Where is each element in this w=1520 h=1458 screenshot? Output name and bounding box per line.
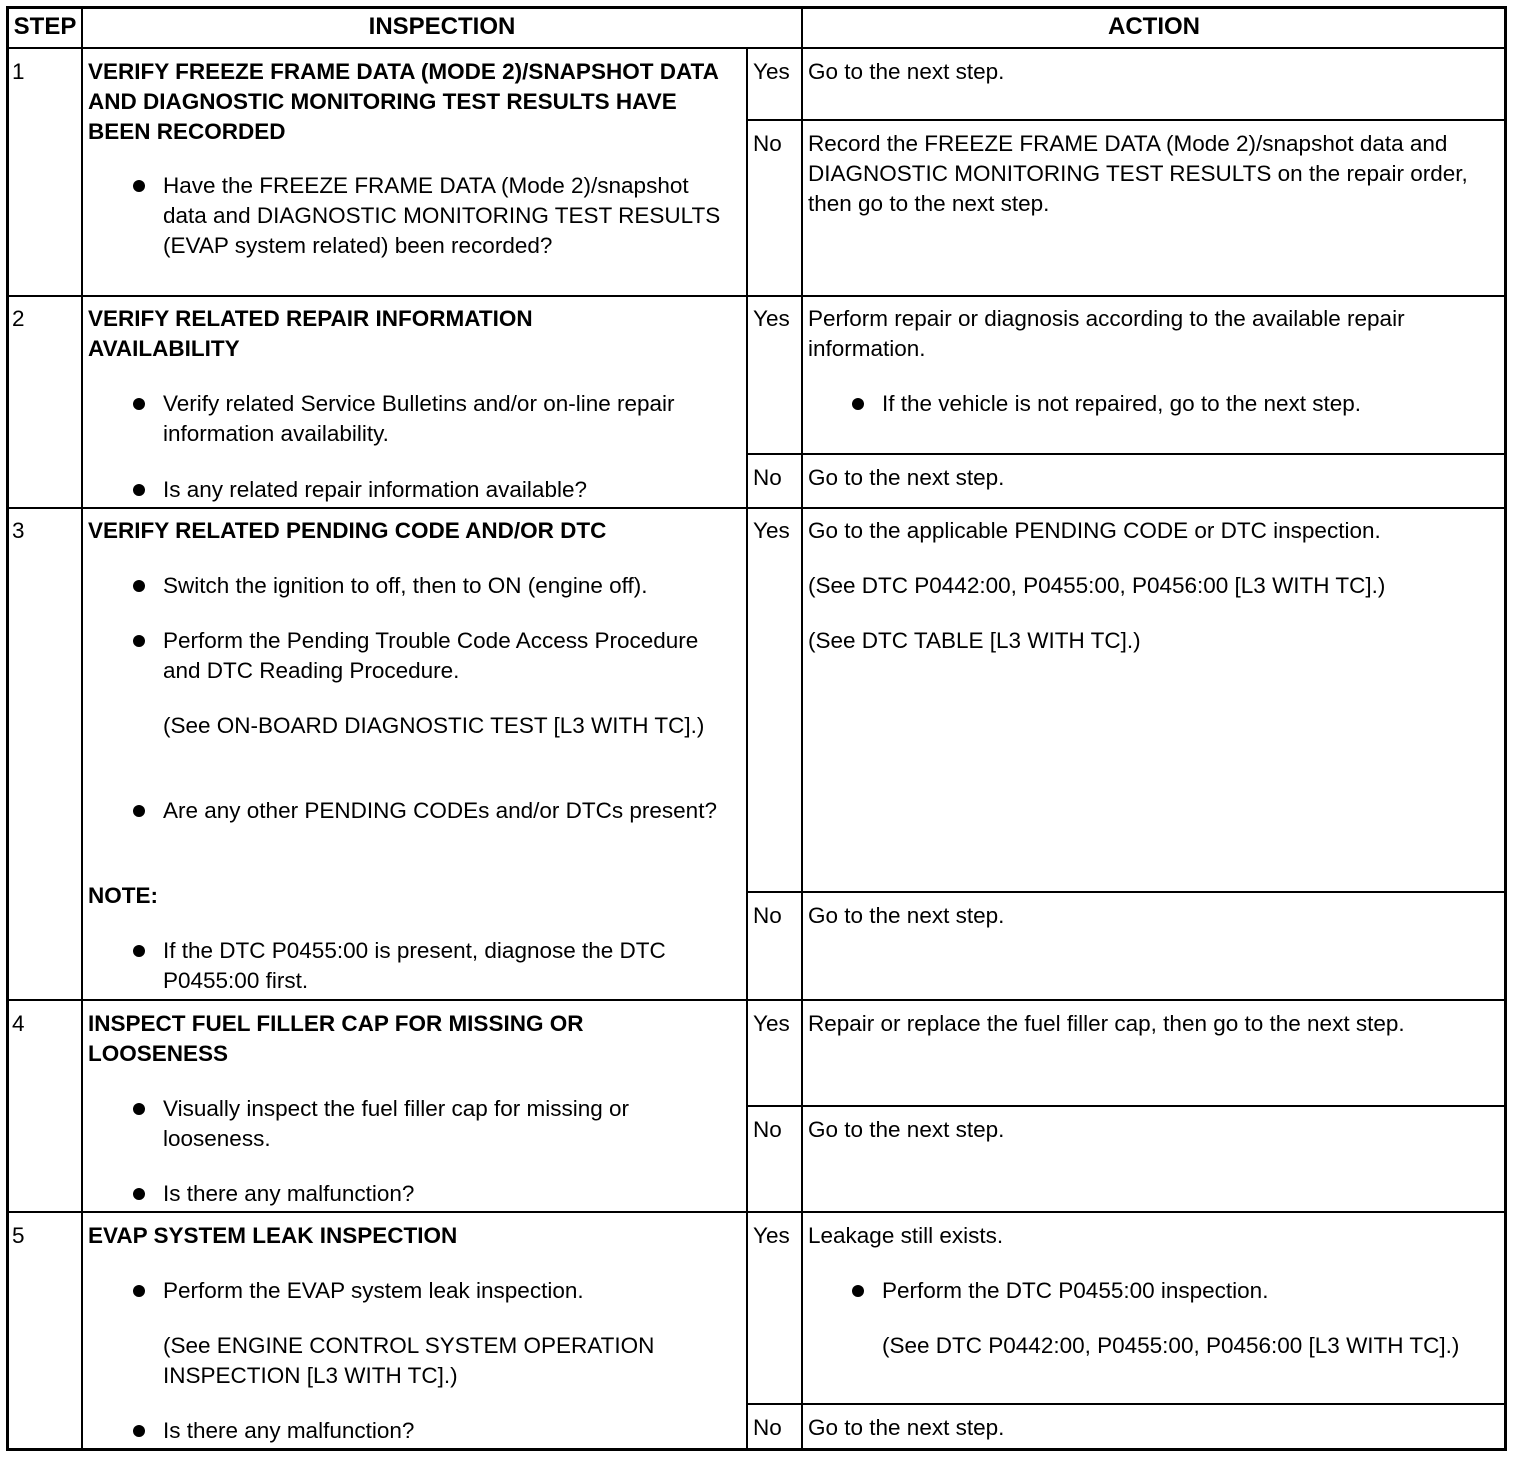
step-number: 1 [12, 59, 25, 84]
yes-label: Yes [753, 306, 790, 331]
inspection-item: Perform the EVAP system leak inspection. [163, 1278, 584, 1303]
yes-label: Yes [753, 1223, 790, 1248]
yes-action: Go to the applicable PENDING CODE or DTC inspection. [808, 518, 1381, 543]
header-inspection: INSPECTION [368, 13, 516, 40]
yes-reference: (See DTC P0442:00, P0455:00, P0456:00 [L3 WITH TC].) [808, 573, 1386, 598]
no-label: No [753, 903, 782, 928]
reference-text: (See ON-BOARD DIAGNOSTIC TEST [L3 WITH TC].) [163, 713, 705, 738]
yes-label: Yes [753, 59, 790, 84]
step-title: VERIFY RELATED PENDING CODE AND/OR DTC [88, 518, 607, 543]
inspection-item: Have the FREEZE FRAME DATA (Mode 2)/snapshot data and DIAGNOSTIC MONITORING TEST RESULTS (EVAP system related) been recorded? [163, 173, 721, 258]
yes-action: Leakage still exists. [808, 1223, 1004, 1248]
no-label: No [753, 465, 782, 490]
inspection-item: Perform the Pending Trouble Code Access Procedure and DTC Reading Procedure. [163, 628, 699, 683]
bullet-icon [133, 580, 145, 592]
bullet-icon [133, 1188, 145, 1200]
bullet-icon [133, 945, 145, 957]
yes-no-divider-3 [746, 891, 1507, 893]
no-label: No [753, 1117, 782, 1142]
yes-no-divider-2 [746, 453, 1507, 455]
step-title: VERIFY RELATED REPAIR INFORMATION AVAILABILITY [88, 306, 533, 361]
bullet-icon [852, 398, 864, 410]
step-number: 4 [12, 1011, 25, 1036]
row-divider-2 [6, 507, 1507, 509]
step-number: 2 [12, 306, 25, 331]
bullet-icon [133, 1285, 145, 1297]
bullet-icon [133, 398, 145, 410]
yes-reference: (See DTC P0442:00, P0455:00, P0456:00 [L3 WITH TC].) [882, 1333, 1460, 1358]
yes-no-divider-5 [746, 1403, 1507, 1405]
bullet-icon [133, 180, 145, 192]
no-label: No [753, 131, 782, 156]
yes-action-item: If the vehicle is not repaired, go to the next step. [882, 391, 1362, 416]
yes-no-divider-4 [746, 1105, 1507, 1107]
yes-action: Perform repair or diagnosis according to the available repair information. [808, 306, 1405, 361]
yes-action-item: Perform the DTC P0455:00 inspection. [882, 1278, 1269, 1303]
note-label: NOTE: [88, 883, 158, 908]
no-action: Go to the next step. [808, 1117, 1005, 1142]
row-divider-1 [6, 295, 1507, 297]
yes-label: Yes [753, 1011, 790, 1036]
step-number: 3 [12, 518, 25, 543]
yes-action: Repair or replace the fuel filler cap, then go to the next step. [808, 1011, 1405, 1036]
no-action: Record the FREEZE FRAME DATA (Mode 2)/snapshot data and DIAGNOSTIC MONITORING TEST RESULTS on the repair order, then go to the next step. [808, 131, 1468, 216]
no-action: Go to the next step. [808, 903, 1005, 928]
yes-reference: (See DTC TABLE [L3 WITH TC].) [808, 628, 1141, 653]
column-divider-step [81, 6, 83, 1451]
inspection-item: Visually inspect the fuel filler cap for missing or looseness. [163, 1096, 630, 1151]
yes-action: Go to the next step. [808, 59, 1005, 84]
no-label: No [753, 1415, 782, 1440]
reference-text: (See ENGINE CONTROL SYSTEM OPERATION INSPECTION [L3 WITH TC].) [163, 1333, 655, 1388]
header-step: STEP [13, 13, 77, 40]
bullet-icon [133, 484, 145, 496]
inspection-item: Switch the ignition to off, then to ON (engine off). [163, 573, 648, 598]
inspection-item: Are any other PENDING CODEs and/or DTCs present? [163, 798, 717, 823]
inspection-item: Is there any malfunction? [163, 1418, 415, 1443]
yes-no-divider-1 [746, 119, 1507, 121]
step-title: INSPECT FUEL FILLER CAP FOR MISSING OR LOOSENESS [88, 1011, 584, 1066]
column-divider-action [801, 6, 803, 1451]
step-title: VERIFY FREEZE FRAME DATA (MODE 2)/SNAPSHOT DATA AND DIAGNOSTIC MONITORING TEST RESULTS HAVE BEEN RECORDED [88, 59, 719, 144]
no-action: Go to the next step. [808, 465, 1005, 490]
row-divider-3 [6, 999, 1507, 1001]
no-action: Go to the next step. [808, 1415, 1005, 1440]
bullet-icon [133, 635, 145, 647]
bullet-icon [852, 1285, 864, 1297]
step-title: EVAP SYSTEM LEAK INSPECTION [88, 1223, 458, 1248]
inspection-item: Is there any malfunction? [163, 1181, 415, 1206]
inspection-item: Is any related repair information available? [163, 477, 587, 502]
header-divider [6, 47, 1507, 49]
step-number: 5 [12, 1223, 25, 1248]
bullet-icon [133, 1425, 145, 1437]
header-action: ACTION [1108, 13, 1200, 40]
inspection-item: Verify related Service Bulletins and/or on-line repair information availability. [163, 391, 675, 446]
bullet-icon [133, 805, 145, 817]
row-divider-4 [6, 1211, 1507, 1213]
bullet-icon [133, 1103, 145, 1115]
yes-label: Yes [753, 518, 790, 543]
column-divider-yesno [746, 48, 748, 1451]
note-item: If the DTC P0455:00 is present, diagnose the DTC P0455:00 first. [163, 938, 666, 993]
